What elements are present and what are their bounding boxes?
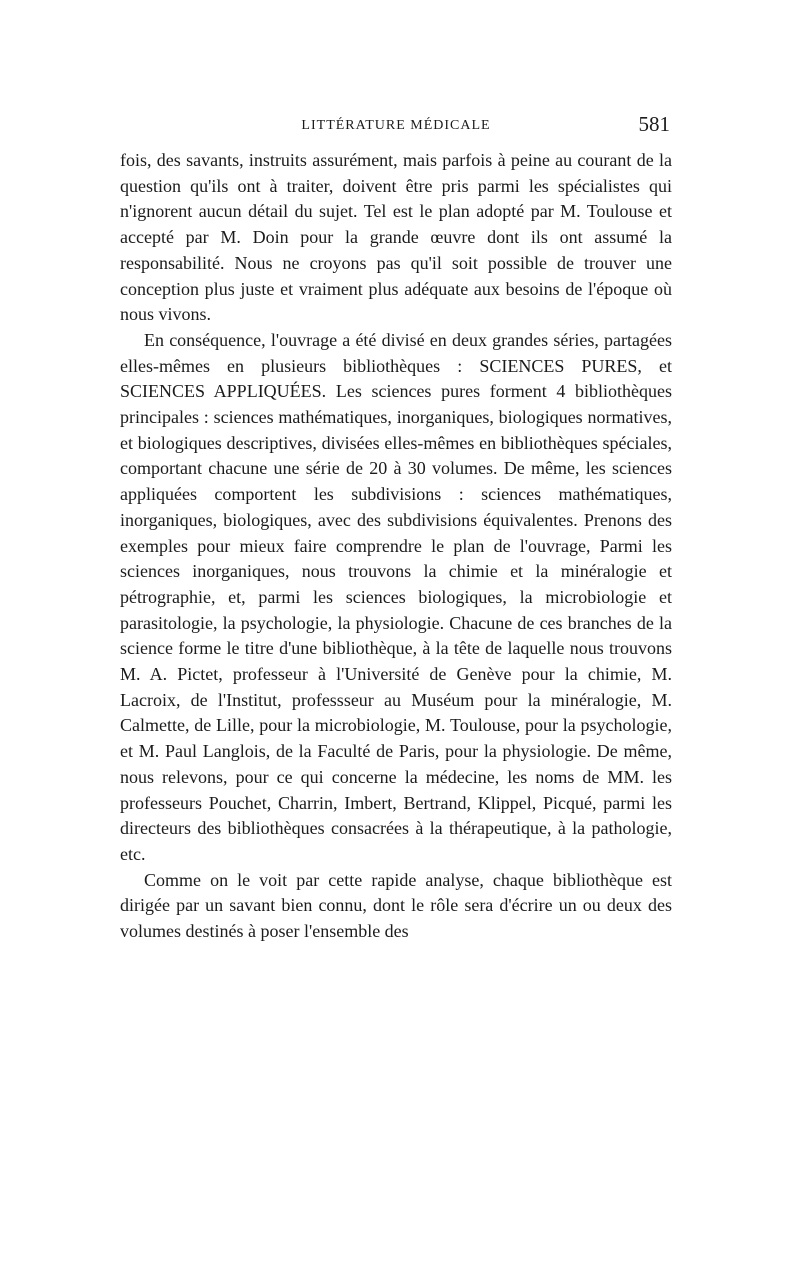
paragraph-conclusion: Comme on le voit par cette rapide analyse, chaque bibliothèque est dirigée par un savant bien connu, dont le rôle sera d'écrire un ou deux des volumes destinés à poser l'ensemble des [120,869,672,942]
paragraph-continued: fois, des savants, instruits assurément, mais parfois à peine au courant de la question qu'ils ont à traiter, doivent être pris parmi les spécialistes qui n'ignorent aucun détail du sujet. Tel est le plan adopté par M. Toulouse et accepté par M. Doin pour la grande œuvre dont ils ont assumé la responsabilité. Nous ne croyons pas qu'il soit possible de trouver une conception plus juste et vraiment plus adéquate aux besoins de l'époque où nous vivons. [120,150,672,325]
running-title: LITTÉRATURE MÉDICALE [301,118,491,133]
paragraph-series: En conséquence, l'ouvrage a été divisé en deux grandes séries, partagées elles-mêmes en plusieurs bibliothèques : SCIENCES PURES, et SCIENCES APPLIQUÉES. Les sciences pures forment 4 bibliothèques principales : sciences mathématiques, inorganiques, biologiques normatives, et biologiques descriptives, divisées elles-mêmes en bibliothèques spéciales, comportant chacune une série de 20 à 30 volumes. De même, les sciences appliquées comportent les subdivisions : sciences mathématiques, inorganiques, biologiques, avec des subdivisions équivalentes. Prenons des exemples pour mieux faire comprendre le plan de l'ouvrage, Parmi les sciences inorganiques, nous trouvons la chimie et la minéralogie et pétrographie, et, parmi les sciences biologiques, la microbiologie et parasitologie, la psychologie, la physiologie. Chacune de ces branches de la science forme le titre d'une bibliothèque, à la tête de laquelle nous trouvons M. A. Pictet, professeur à l'Université de Genève pour la chimie, M. Lacroix, de l'Institut, professseur au Muséum pour la minéralogie, M. Calmette, de Lille, pour la microbiologie, M. Toulouse, pour la psychologie, et M. Paul Langlois, de la Faculté de Paris, pour la physiologie. De même, nous relevons, pour ce qui concerne la médecine, les noms de MM. les professeurs Pouchet, Charrin, Imbert, Bertrand, Klippel, Picqué, parmi les directeurs des bibliothèques consacrées à la thérapeutique, à la pathologie, etc. [120,329,672,864]
book-page [120,112,672,945]
page-number: 581 [638,112,670,136]
page-header [120,112,672,142]
body-text [120,148,672,945]
